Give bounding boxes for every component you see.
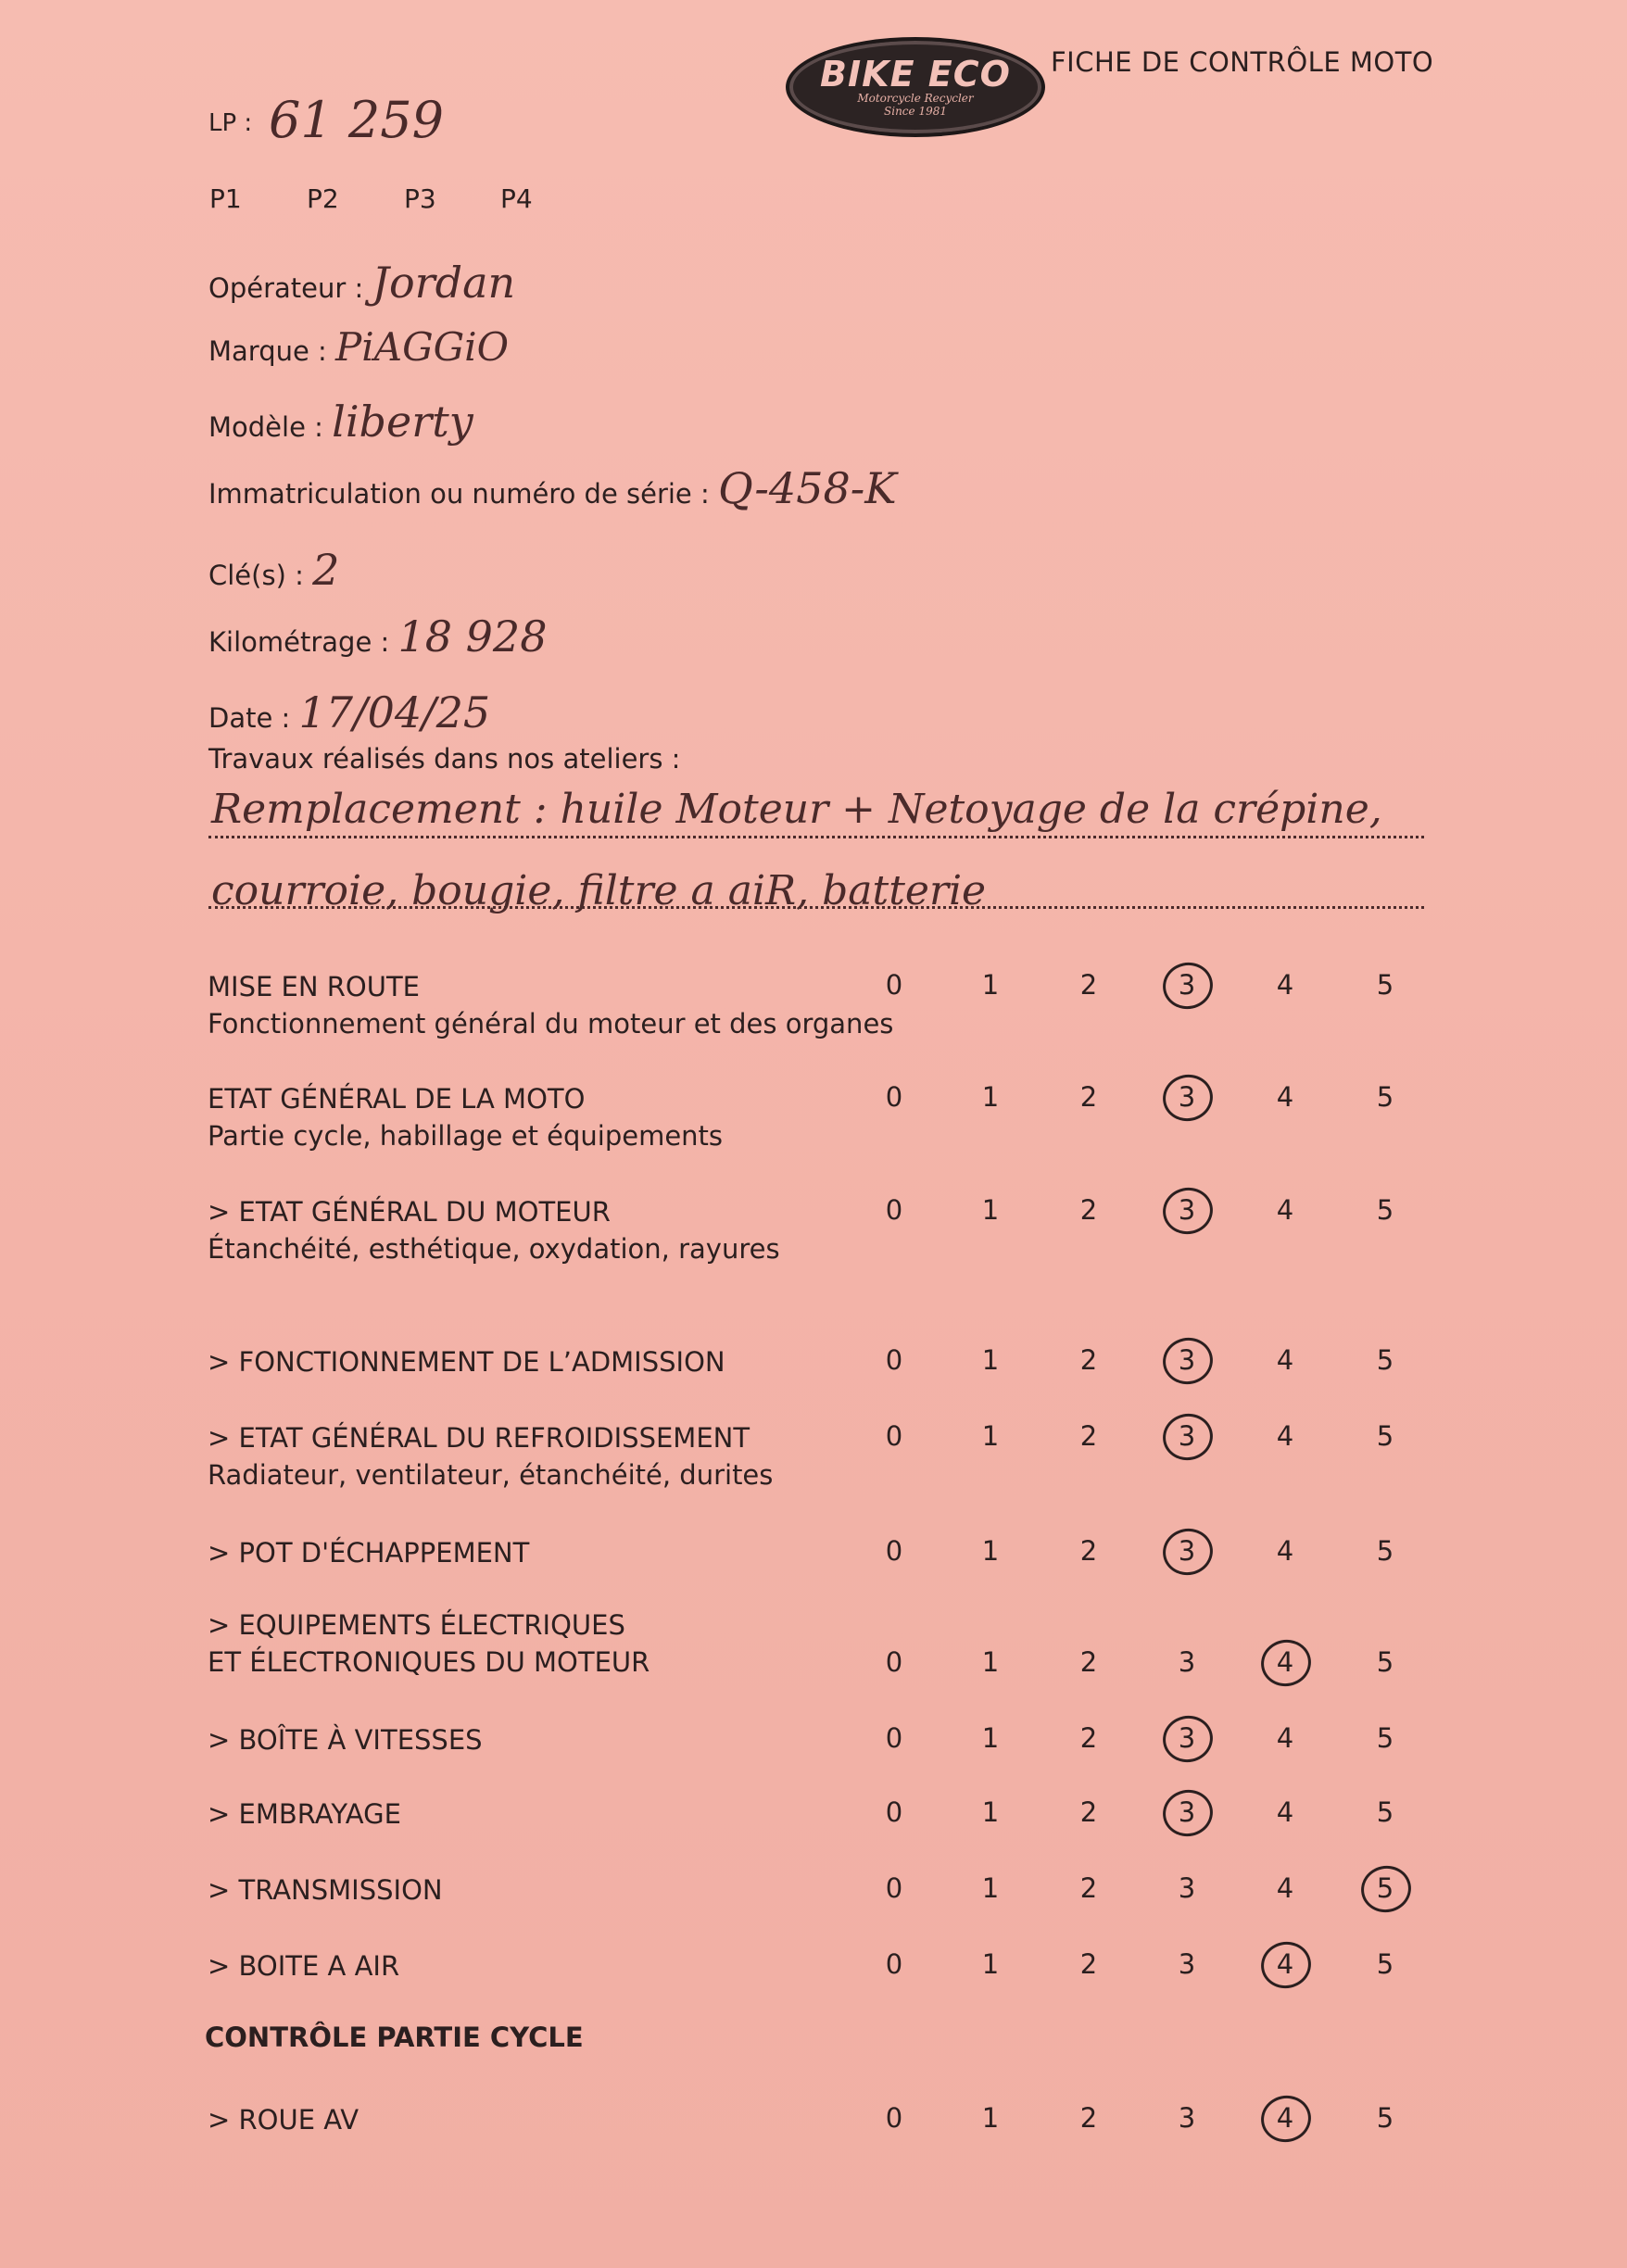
score-option-4[interactable]: 4 bbox=[1257, 1936, 1313, 1992]
rating-row-subtitle: Radiateur, ventilateur, étanchéité, durites bbox=[208, 1459, 774, 1491]
field-marque bbox=[208, 324, 509, 370]
operateur-label: Opérateur : bbox=[208, 272, 364, 304]
score-option-1[interactable]: 1 bbox=[981, 1420, 1000, 1452]
position-p1: P1 bbox=[209, 183, 242, 214]
score-option-3[interactable]: 3 bbox=[1178, 1646, 1196, 1678]
score-option-0[interactable]: 0 bbox=[885, 1344, 903, 1376]
score-option-5[interactable]: 5 bbox=[1376, 1796, 1394, 1828]
cycle-rating-row-title: > ROUE AV bbox=[208, 2104, 359, 2136]
field-date bbox=[208, 687, 490, 737]
score-option-2[interactable]: 2 bbox=[1079, 1081, 1098, 1113]
score-option-4[interactable]: 4 bbox=[1276, 1535, 1294, 1567]
rating-row-label bbox=[208, 968, 893, 1042]
rating-row-title: > TRANSMISSION bbox=[208, 1874, 443, 1906]
score-option-1[interactable]: 1 bbox=[981, 1081, 1000, 1113]
rating-row-title: > POT D'ÉCHAPPEMENT bbox=[208, 1537, 530, 1569]
score-option-4[interactable]: 4 bbox=[1276, 1344, 1294, 1376]
score-option-3[interactable]: 3 bbox=[1159, 1069, 1215, 1125]
score-option-5[interactable]: 5 bbox=[1376, 1948, 1394, 1980]
immatriculation-label: Immatriculation ou numéro de série : bbox=[208, 478, 710, 510]
score-option-0[interactable]: 0 bbox=[885, 1420, 903, 1452]
score-option-5[interactable]: 5 bbox=[1376, 1646, 1394, 1678]
score-option-1[interactable]: 1 bbox=[981, 2102, 1000, 2134]
score-option-4[interactable]: 4 bbox=[1257, 1634, 1313, 1690]
travaux-line-1: Remplacement : huile Moteur + Netoyage de la crépine, bbox=[211, 786, 1382, 833]
rating-row-label bbox=[208, 1871, 443, 1909]
score-option-5[interactable]: 5 bbox=[1376, 1194, 1394, 1226]
rating-row-title: > ETAT GÉNÉRAL DU REFROIDISSEMENT bbox=[208, 1422, 750, 1454]
score-option-1[interactable]: 1 bbox=[981, 1948, 1000, 1980]
score-option-5[interactable]: 5 bbox=[1357, 1860, 1413, 1916]
score-option-0[interactable]: 0 bbox=[885, 1081, 903, 1113]
rating-row-label bbox=[208, 1534, 529, 1571]
modele-value: liberty bbox=[332, 397, 473, 447]
travaux-dotted-line-2 bbox=[208, 906, 1424, 909]
position-p3: P3 bbox=[404, 183, 436, 214]
rating-row-title: > BOITE A AIR bbox=[208, 1950, 400, 1982]
score-option-3[interactable]: 3 bbox=[1159, 1784, 1215, 1840]
date-value: 17/04/25 bbox=[298, 687, 491, 737]
rating-row-title: > FONCTIONNEMENT DE L’ADMISSION bbox=[208, 1346, 725, 1378]
logo-tagline: Motorcycle Recycler bbox=[857, 92, 974, 105]
score-option-4[interactable]: 4 bbox=[1276, 1722, 1294, 1754]
score-option-4[interactable]: 4 bbox=[1257, 2090, 1313, 2146]
score-option-2[interactable]: 2 bbox=[1079, 1948, 1098, 1980]
travaux-label: Travaux réalisés dans nos ateliers : bbox=[208, 743, 681, 775]
score-option-3[interactable]: 3 bbox=[1159, 957, 1215, 1013]
modele-label: Modèle : bbox=[208, 411, 323, 443]
score-option-4[interactable]: 4 bbox=[1276, 1194, 1294, 1226]
rating-row-subtitle: ET ÉLECTRONIQUES DU MOTEUR bbox=[208, 1646, 650, 1678]
cycle-rating-row-label bbox=[208, 2101, 359, 2138]
score-option-3[interactable]: 3 bbox=[1159, 1332, 1215, 1388]
score-option-3[interactable]: 3 bbox=[1159, 1408, 1215, 1464]
score-option-2[interactable]: 2 bbox=[1079, 969, 1098, 1001]
rating-row-title: > EMBRAYAGE bbox=[208, 1798, 401, 1830]
score-option-3[interactable]: 3 bbox=[1178, 1948, 1196, 1980]
score-option-2[interactable]: 2 bbox=[1079, 2102, 1098, 2134]
score-option-3[interactable]: 3 bbox=[1159, 1710, 1215, 1766]
score-option-2[interactable]: 2 bbox=[1079, 1535, 1098, 1567]
cles-label: Clé(s) : bbox=[208, 560, 304, 591]
kilometrage-label: Kilométrage : bbox=[208, 626, 390, 658]
score-option-0[interactable]: 0 bbox=[885, 1194, 903, 1226]
rating-row-label bbox=[208, 1796, 401, 1833]
field-operateur bbox=[208, 258, 515, 308]
score-option-5[interactable]: 5 bbox=[1376, 1535, 1394, 1567]
position-p2: P2 bbox=[307, 183, 339, 214]
field-immatriculation bbox=[208, 463, 897, 513]
score-option-5[interactable]: 5 bbox=[1376, 1081, 1394, 1113]
rating-row-label bbox=[208, 1419, 773, 1493]
travaux-line-2: courroie, bougie, filtre a aiR, batterie bbox=[211, 867, 987, 914]
score-option-0[interactable]: 0 bbox=[885, 1872, 903, 1904]
score-option-0[interactable]: 0 bbox=[885, 1535, 903, 1567]
score-option-1[interactable]: 1 bbox=[981, 969, 1000, 1001]
score-option-2[interactable]: 2 bbox=[1079, 1420, 1098, 1452]
rating-row-title: ETAT GÉNÉRAL DE LA MOTO bbox=[208, 1083, 586, 1115]
score-option-3[interactable]: 3 bbox=[1178, 1872, 1196, 1904]
section-cycle-title: CONTRÔLE PARTIE CYCLE bbox=[205, 2022, 584, 2053]
lp-value: 61 259 bbox=[269, 91, 444, 149]
score-option-2[interactable]: 2 bbox=[1079, 1344, 1098, 1376]
score-option-4[interactable]: 4 bbox=[1276, 1796, 1294, 1828]
score-option-3[interactable]: 3 bbox=[1159, 1523, 1215, 1579]
kilometrage-value: 18 928 bbox=[397, 611, 548, 662]
score-option-1[interactable]: 1 bbox=[981, 1722, 1000, 1754]
score-option-0[interactable]: 0 bbox=[885, 969, 903, 1001]
score-option-5[interactable]: 5 bbox=[1376, 1344, 1394, 1376]
rating-row-label bbox=[208, 1343, 725, 1380]
score-option-2[interactable]: 2 bbox=[1079, 1194, 1098, 1226]
score-option-2[interactable]: 2 bbox=[1079, 1722, 1098, 1754]
rating-row-title: > EQUIPEMENTS ÉLECTRIQUES bbox=[208, 1609, 625, 1641]
rating-row-subtitle: Partie cycle, habillage et équipements bbox=[208, 1120, 724, 1152]
score-option-5[interactable]: 5 bbox=[1376, 1722, 1394, 1754]
score-option-1[interactable]: 1 bbox=[981, 1535, 1000, 1567]
score-option-2[interactable]: 2 bbox=[1079, 1872, 1098, 1904]
logo-name: BIKE ECO bbox=[820, 54, 1011, 94]
score-option-0[interactable]: 0 bbox=[885, 1646, 903, 1678]
bike-eco-logo bbox=[786, 37, 1045, 137]
score-option-1[interactable]: 1 bbox=[981, 1194, 1000, 1226]
score-option-2[interactable]: 2 bbox=[1079, 1646, 1098, 1678]
travaux-dotted-line-1 bbox=[208, 836, 1424, 838]
marque-label: Marque : bbox=[208, 335, 327, 367]
rating-row-title: MISE EN ROUTE bbox=[208, 971, 420, 1002]
score-option-0[interactable]: 0 bbox=[885, 1948, 903, 1980]
rating-row-title: > BOÎTE À VITESSES bbox=[208, 1724, 483, 1756]
score-option-5[interactable]: 5 bbox=[1376, 969, 1394, 1001]
rating-row-subtitle: Fonctionnement général du moteur et des organes bbox=[208, 1008, 894, 1040]
rating-row-label bbox=[208, 1080, 723, 1154]
rating-row-label bbox=[208, 1193, 780, 1267]
score-option-1[interactable]: 1 bbox=[981, 1646, 1000, 1678]
rating-row-label bbox=[208, 1606, 650, 1681]
score-option-1[interactable]: 1 bbox=[981, 1344, 1000, 1376]
score-option-5[interactable]: 5 bbox=[1376, 1420, 1394, 1452]
score-option-0[interactable]: 0 bbox=[885, 1796, 903, 1828]
score-option-1[interactable]: 1 bbox=[981, 1796, 1000, 1828]
rating-row-subtitle: Étanchéité, esthétique, oxydation, rayures bbox=[208, 1233, 780, 1265]
field-cles bbox=[208, 545, 339, 595]
rating-row-label bbox=[208, 1947, 399, 1984]
field-kilometrage bbox=[208, 611, 547, 662]
score-option-4[interactable]: 4 bbox=[1276, 1420, 1294, 1452]
score-option-3[interactable]: 3 bbox=[1178, 2102, 1196, 2134]
score-option-5[interactable]: 5 bbox=[1376, 2102, 1394, 2134]
marque-value: PiAGGiO bbox=[335, 324, 510, 370]
field-modele bbox=[208, 397, 473, 447]
score-option-4[interactable]: 4 bbox=[1276, 1081, 1294, 1113]
score-option-1[interactable]: 1 bbox=[981, 1872, 1000, 1904]
score-option-3[interactable]: 3 bbox=[1159, 1182, 1215, 1238]
immatriculation-value: Q-458-K bbox=[717, 463, 897, 513]
rating-row-label bbox=[208, 1721, 483, 1758]
score-option-0[interactable]: 0 bbox=[885, 1722, 903, 1754]
lp-label: LP : bbox=[208, 109, 253, 137]
cles-value: 2 bbox=[312, 545, 340, 595]
date-label: Date : bbox=[208, 702, 291, 734]
rating-row-title: > ETAT GÉNÉRAL DU MOTEUR bbox=[208, 1196, 611, 1228]
logo-since: Since 1981 bbox=[884, 105, 947, 118]
score-option-0[interactable]: 0 bbox=[885, 2102, 903, 2134]
operateur-value: Jordan bbox=[372, 258, 516, 308]
score-option-4[interactable]: 4 bbox=[1276, 969, 1294, 1001]
score-option-2[interactable]: 2 bbox=[1079, 1796, 1098, 1828]
position-p4: P4 bbox=[500, 183, 533, 214]
score-option-4[interactable]: 4 bbox=[1276, 1872, 1294, 1904]
sheet-title: FICHE DE CONTRÔLE MOTO bbox=[1051, 46, 1434, 78]
